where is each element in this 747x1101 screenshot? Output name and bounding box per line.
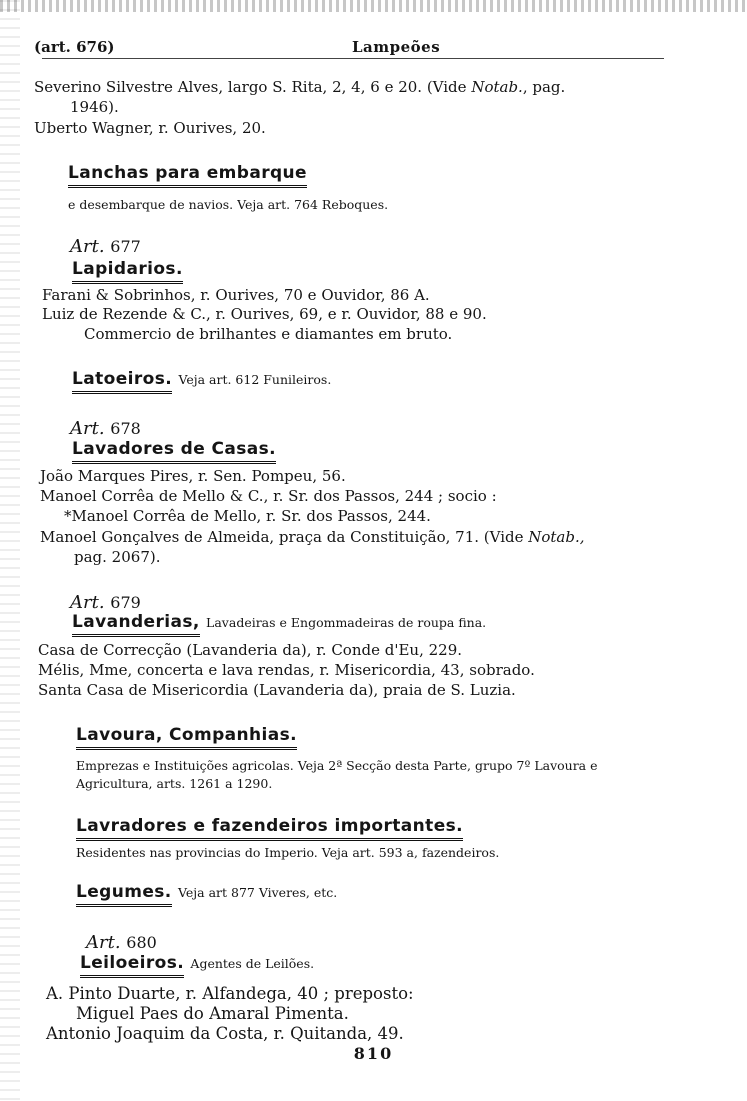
article-prefix: Art.	[70, 236, 105, 257]
heading-label: Lavadores de Casas.	[72, 439, 276, 464]
entry-pinto-duarte: A. Pinto Duarte, r. Alfandega, 40 ; preposto:	[46, 984, 414, 1003]
entry-manoel-goncalves	[40, 528, 585, 547]
scan-edge-left	[0, 0, 20, 1101]
entry-uberto: Uberto Wagner, r. Ourives, 20.	[34, 119, 266, 137]
note-lavradores: Residentes nas provincias do Imperio. Veja art. 593 a, fazendeiros.	[76, 845, 500, 860]
article-677	[70, 236, 141, 257]
entry-melis: Mélis, Mme, concerta e lava rendas, r. Misericordia, 43, sobrado.	[38, 661, 535, 679]
heading-lavoura	[76, 725, 297, 750]
header-article: (art. 676)	[34, 38, 115, 56]
article-number: 678	[110, 419, 141, 438]
heading-lavradores	[76, 816, 463, 841]
heading-latoeiros	[72, 369, 331, 394]
article-680	[86, 932, 157, 953]
entry-miguel-paes: Miguel Paes do Amaral Pimenta.	[76, 1004, 349, 1023]
heading-lavanderias	[72, 612, 486, 637]
article-prefix: Art.	[86, 932, 121, 953]
header-section: Lampeões	[352, 38, 441, 56]
scan-edge-top	[0, 0, 747, 12]
heading-note: Veja art 877 Viveres, etc.	[177, 885, 338, 900]
article-prefix: Art.	[70, 418, 105, 439]
entry-antonio-joaquim: Antonio Joaquim da Costa, r. Quitanda, 49.	[46, 1024, 404, 1043]
running-header	[34, 38, 664, 60]
heading-lapidarios	[72, 259, 183, 284]
heading-label: Lavanderias,	[72, 612, 200, 637]
heading-label: Latoeiros.	[72, 369, 172, 394]
article-number: 679	[110, 593, 141, 612]
heading-label: Lavoura, Companhias.	[76, 725, 297, 750]
heading-note: Veja art. 612 Funileiros.	[178, 372, 332, 387]
note-lavoura-1: Emprezas e Instituições agricolas. Veja 2ª Secção desta Parte, grupo 7º Lavoura e	[76, 758, 598, 773]
heading-label: Lavradores e fazendeiros importantes.	[76, 816, 463, 841]
heading-legumes	[76, 882, 337, 907]
article-prefix: Art.	[70, 592, 105, 613]
note-lavoura-2: Agricultura, arts. 1261 a 1290.	[76, 776, 273, 791]
entry-commercio: Commercio de brilhantes e diamantes em bruto.	[84, 325, 453, 343]
entry-severino-cont: 1946).	[70, 98, 119, 116]
article-679	[70, 592, 141, 613]
entry-ref: Notab.,	[528, 528, 585, 546]
article-number: 680	[126, 933, 157, 952]
entry-text: Manoel Gonçalves de Almeida, praça da Constituição, 71. (Vide	[40, 528, 529, 546]
entry-farani: Farani & Sobrinhos, r. Ourives, 70 e Ouvidor, 86 A.	[42, 286, 430, 304]
entry-manoel-goncalves-cont: pag. 2067).	[74, 548, 161, 566]
entry-severino	[34, 78, 565, 97]
heading-lavadores	[72, 439, 276, 464]
heading-label: Lapidarios.	[72, 259, 183, 284]
entry-santa-casa: Santa Casa de Misericordia (Lavanderia da), praia de S. Luzia.	[38, 681, 516, 699]
entry-manoel-correa: *Manoel Corrêa de Mello, r. Sr. dos Passos, 244.	[64, 507, 431, 525]
entry-casa-correccao: Casa de Correcção (Lavanderia da), r. Conde d'Eu, 229.	[38, 641, 463, 659]
article-678	[70, 418, 141, 439]
entry-text: Severino Silvestre Alves, largo S. Rita, 2, 4, 6 e 20. (Vide	[34, 78, 472, 96]
note-lanchas: e desembarque de navios. Veja art. 764 Reboques.	[68, 197, 389, 212]
article-number: 677	[110, 237, 141, 256]
header-rule	[42, 58, 664, 59]
entry-ref: Notab.	[471, 78, 523, 96]
entry-luiz-rezende: Luiz de Rezende & C., r. Ourives, 69, e r. Ouvidor, 88 e 90.	[42, 305, 487, 323]
entry-manoel-correa-co: Manoel Corrêa de Mello & C., r. Sr. dos Passos, 244 ; socio :	[40, 487, 497, 505]
entry-joao-marques: João Marques Pires, r. Sen. Pompeu, 56.	[40, 467, 346, 485]
heading-label: Lanchas para embarque	[68, 163, 307, 188]
heading-lanchas	[68, 163, 307, 188]
heading-note: Agentes de Leilões.	[190, 956, 315, 971]
heading-note: Lavadeiras e Engommadeiras de roupa fina.	[206, 615, 487, 630]
heading-label: Leiloeiros.	[80, 953, 184, 978]
entry-text: , pag.	[522, 78, 566, 96]
page-number: 810	[353, 1044, 394, 1063]
heading-leiloeiros	[80, 953, 314, 978]
heading-label: Legumes.	[76, 882, 172, 907]
